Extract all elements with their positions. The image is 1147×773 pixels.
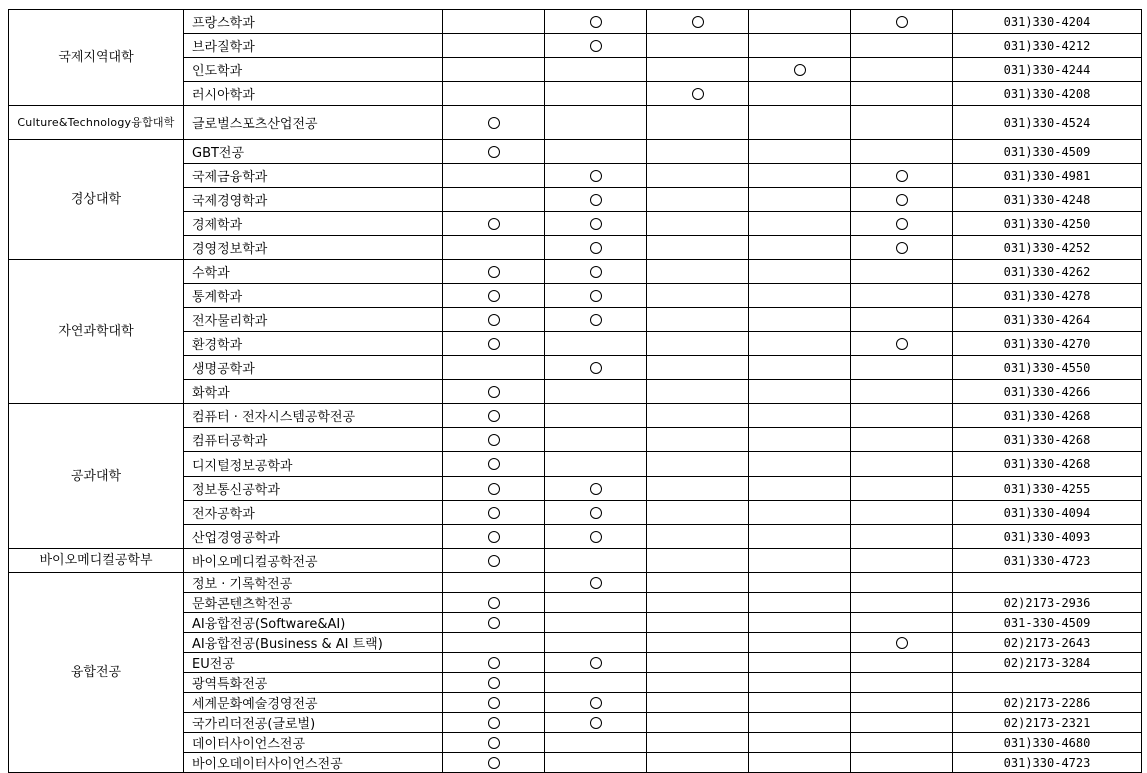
circle-mark-icon [488,410,500,422]
phone-cell: 031)330-4266 [953,380,1142,404]
mark-cell [749,733,851,753]
mark-cell [851,693,953,713]
mark-cell [443,82,545,106]
phone-cell: 031-330-4509 [953,613,1142,633]
circle-mark-icon [590,40,602,52]
phone-cell: 031)330-4723 [953,549,1142,573]
circle-mark-icon [590,483,602,495]
table-row [9,573,1142,593]
mark-cell [443,212,545,236]
department-cell: 인도학과 [184,58,443,82]
mark-cell [545,428,647,452]
department-cell: 컴퓨터 · 전자시스템공학전공 [184,404,443,428]
circle-mark-icon [590,697,602,709]
college-cell: 공과대학 [9,404,184,549]
mark-cell [647,106,749,140]
circle-mark-icon [590,266,602,278]
mark-cell [443,284,545,308]
mark-cell [545,188,647,212]
circle-mark-icon [590,16,602,28]
mark-cell [443,613,545,633]
mark-cell [749,693,851,713]
college-cell: 자연과학대학 [9,260,184,404]
mark-cell [443,549,545,573]
mark-cell [749,404,851,428]
circle-mark-icon [590,531,602,543]
mark-cell [851,58,953,82]
mark-cell [647,332,749,356]
mark-cell [545,593,647,613]
mark-cell [443,58,545,82]
circle-mark-icon [488,290,500,302]
mark-cell [545,212,647,236]
mark-cell [851,713,953,733]
circle-mark-icon [896,338,908,350]
mark-cell [851,525,953,549]
phone-cell [953,573,1142,593]
mark-cell [443,404,545,428]
department-cell: 정보 · 기록학전공 [184,573,443,593]
mark-cell [443,308,545,332]
mark-cell [647,501,749,525]
college-cell: 국제지역대학 [9,10,184,106]
circle-mark-icon [488,677,500,689]
mark-cell [647,10,749,34]
mark-cell [545,713,647,733]
department-cell: 국제금융학과 [184,164,443,188]
mark-cell [851,34,953,58]
phone-cell: 031)330-4204 [953,10,1142,34]
department-cell: 바이오데이터사이언스전공 [184,753,443,773]
circle-mark-icon [488,458,500,470]
circle-mark-icon [488,757,500,769]
phone-cell: 031)330-4268 [953,404,1142,428]
phone-cell: 031)330-4270 [953,332,1142,356]
phone-cell: 031)330-4244 [953,58,1142,82]
phone-cell: 031)330-4093 [953,525,1142,549]
mark-cell [851,140,953,164]
mark-cell [443,501,545,525]
department-cell: 화학과 [184,380,443,404]
mark-cell [647,753,749,773]
department-cell: 수학과 [184,260,443,284]
department-cell: 경영정보학과 [184,236,443,260]
department-cell: 글로벌스포츠산업전공 [184,106,443,140]
mark-cell [647,58,749,82]
mark-cell [851,753,953,773]
phone-cell: 02)2173-2643 [953,633,1142,653]
phone-cell: 031)330-4264 [953,308,1142,332]
circle-mark-icon [488,117,500,129]
phone-cell: 031)330-4268 [953,452,1142,477]
department-cell: 러시아학과 [184,82,443,106]
mark-cell [851,573,953,593]
mark-cell [443,593,545,613]
mark-cell [749,308,851,332]
college-cell: Culture&Technology융합대학 [9,106,184,140]
department-cell: EU전공 [184,653,443,673]
circle-mark-icon [488,218,500,230]
table-row [9,140,1142,164]
department-cell: AI융합전공(Software&AI) [184,613,443,633]
mark-cell [545,404,647,428]
phone-cell: 031)330-4509 [953,140,1142,164]
mark-cell [443,10,545,34]
mark-cell [851,188,953,212]
circle-mark-icon [488,617,500,629]
mark-cell [749,58,851,82]
circle-mark-icon [488,597,500,609]
circle-mark-icon [488,657,500,669]
mark-cell [647,733,749,753]
phone-cell: 031)330-4680 [953,733,1142,753]
mark-cell [647,452,749,477]
mark-cell [647,613,749,633]
mark-cell [647,260,749,284]
phone-cell: 031)330-4255 [953,477,1142,501]
mark-cell [545,308,647,332]
circle-mark-icon [488,338,500,350]
college-cell: 융합전공 [9,573,184,773]
mark-cell [545,501,647,525]
mark-cell [749,212,851,236]
mark-cell [749,549,851,573]
mark-cell [545,633,647,653]
mark-cell [851,10,953,34]
circle-mark-icon [692,88,704,100]
mark-cell [443,673,545,693]
circle-mark-icon [590,194,602,206]
mark-cell [545,693,647,713]
phone-cell: 031)330-4208 [953,82,1142,106]
circle-mark-icon [488,507,500,519]
mark-cell [545,753,647,773]
circle-mark-icon [896,637,908,649]
mark-cell [851,82,953,106]
circle-mark-icon [590,657,602,669]
phone-cell: 031)330-4212 [953,34,1142,58]
mark-cell [443,477,545,501]
mark-cell [851,164,953,188]
mark-cell [749,82,851,106]
department-cell: 생명공학과 [184,356,443,380]
circle-mark-icon [794,64,806,76]
mark-cell [545,106,647,140]
circle-mark-icon [488,483,500,495]
mark-cell [545,164,647,188]
circle-mark-icon [590,242,602,254]
mark-cell [749,260,851,284]
mark-cell [545,260,647,284]
phone-cell: 02)2173-3284 [953,653,1142,673]
mark-cell [647,212,749,236]
mark-cell [647,308,749,332]
phone-cell: 031)330-4723 [953,753,1142,773]
mark-cell [545,82,647,106]
mark-cell [851,212,953,236]
mark-cell [647,164,749,188]
mark-cell [749,164,851,188]
circle-mark-icon [488,737,500,749]
department-cell: 문화콘텐츠학전공 [184,593,443,613]
department-cell: 프랑스학과 [184,10,443,34]
mark-cell [851,593,953,613]
department-cell: 산업경영공학과 [184,525,443,549]
table-row [9,260,1142,284]
mark-cell [647,236,749,260]
mark-cell [851,332,953,356]
mark-cell [749,10,851,34]
mark-cell [749,140,851,164]
department-cell: 바이오메디컬공학전공 [184,549,443,573]
department-cell: 디지털정보공학과 [184,452,443,477]
mark-cell [647,34,749,58]
table-body [9,10,1142,773]
phone-cell: 031)330-4248 [953,188,1142,212]
circle-mark-icon [896,194,908,206]
department-cell: 전자물리학과 [184,308,443,332]
circle-mark-icon [896,242,908,254]
mark-cell [545,284,647,308]
mark-cell [749,633,851,653]
mark-cell [749,428,851,452]
department-cell: 국가리더전공(글로벌) [184,713,443,733]
circle-mark-icon [590,290,602,302]
mark-cell [545,673,647,693]
department-cell: 국제경영학과 [184,188,443,212]
mark-cell [749,452,851,477]
mark-cell [647,693,749,713]
mark-cell [647,188,749,212]
mark-cell [749,525,851,549]
mark-cell [647,477,749,501]
circle-mark-icon [590,362,602,374]
circle-mark-icon [590,314,602,326]
mark-cell [443,693,545,713]
department-cell: 환경학과 [184,332,443,356]
department-cell: 경제학과 [184,212,443,236]
mark-cell [647,593,749,613]
mark-cell [647,653,749,673]
mark-cell [545,380,647,404]
mark-cell [851,633,953,653]
mark-cell [749,477,851,501]
college-cell: 경상대학 [9,140,184,260]
mark-cell [443,106,545,140]
mark-cell [851,404,953,428]
mark-cell [851,380,953,404]
circle-mark-icon [488,555,500,567]
mark-cell [647,404,749,428]
phone-cell: 031)330-4094 [953,501,1142,525]
department-table [8,9,1142,773]
mark-cell [749,501,851,525]
circle-mark-icon [488,314,500,326]
table-row [9,106,1142,140]
mark-cell [749,380,851,404]
circle-mark-icon [488,146,500,158]
mark-cell [443,428,545,452]
mark-cell [851,106,953,140]
mark-cell [749,593,851,613]
circle-mark-icon [488,717,500,729]
circle-mark-icon [896,16,908,28]
circle-mark-icon [692,16,704,28]
mark-cell [443,733,545,753]
circle-mark-icon [896,218,908,230]
phone-cell: 031)330-4268 [953,428,1142,452]
mark-cell [443,525,545,549]
mark-cell [647,713,749,733]
mark-cell [851,733,953,753]
mark-cell [443,452,545,477]
mark-cell [443,332,545,356]
mark-cell [749,713,851,733]
mark-cell [749,573,851,593]
department-cell: 데이터사이언스전공 [184,733,443,753]
mark-cell [443,140,545,164]
mark-cell [851,501,953,525]
mark-cell [851,653,953,673]
mark-cell [647,284,749,308]
mark-cell [851,236,953,260]
department-cell: 통계학과 [184,284,443,308]
mark-cell [443,633,545,653]
table-row [9,10,1142,34]
mark-cell [647,573,749,593]
mark-cell [443,34,545,58]
department-cell: 세계문화예술경영전공 [184,693,443,713]
department-cell: AI융합전공(Business & AI 트랙) [184,633,443,653]
mark-cell [647,633,749,653]
mark-cell [545,573,647,593]
mark-cell [545,140,647,164]
mark-cell [545,733,647,753]
mark-cell [443,236,545,260]
mark-cell [647,673,749,693]
department-cell: 전자공학과 [184,501,443,525]
mark-cell [443,356,545,380]
mark-cell [647,525,749,549]
circle-mark-icon [590,717,602,729]
mark-cell [443,188,545,212]
mark-cell [647,140,749,164]
mark-cell [749,332,851,356]
circle-mark-icon [488,434,500,446]
mark-cell [545,34,647,58]
mark-cell [647,380,749,404]
circle-mark-icon [590,170,602,182]
phone-cell: 031)330-4550 [953,356,1142,380]
mark-cell [443,260,545,284]
circle-mark-icon [488,266,500,278]
mark-cell [749,356,851,380]
circle-mark-icon [590,577,602,589]
mark-cell [443,713,545,733]
mark-cell [851,613,953,633]
department-cell: 컴퓨터공학과 [184,428,443,452]
mark-cell [647,549,749,573]
mark-cell [749,106,851,140]
phone-cell: 031)330-4524 [953,106,1142,140]
circle-mark-icon [590,507,602,519]
mark-cell [647,428,749,452]
mark-cell [443,380,545,404]
phone-cell: 031)330-4252 [953,236,1142,260]
mark-cell [443,164,545,188]
mark-cell [749,34,851,58]
mark-cell [851,284,953,308]
mark-cell [647,356,749,380]
department-cell: 정보통신공학과 [184,477,443,501]
phone-cell [953,673,1142,693]
mark-cell [545,58,647,82]
mark-cell [851,673,953,693]
table-row [9,404,1142,428]
mark-cell [851,477,953,501]
mark-cell [443,653,545,673]
circle-mark-icon [488,531,500,543]
mark-cell [545,356,647,380]
department-cell: 광역특화전공 [184,673,443,693]
mark-cell [443,573,545,593]
mark-cell [851,356,953,380]
mark-cell [545,653,647,673]
mark-cell [749,673,851,693]
circle-mark-icon [896,170,908,182]
phone-cell: 031)330-4250 [953,212,1142,236]
mark-cell [545,477,647,501]
phone-cell: 02)2173-2936 [953,593,1142,613]
mark-cell [851,308,953,332]
mark-cell [749,653,851,673]
mark-cell [545,10,647,34]
college-cell: 바이오메디컬공학부 [9,549,184,573]
mark-cell [647,82,749,106]
mark-cell [545,452,647,477]
mark-cell [545,236,647,260]
table-row [9,549,1142,573]
phone-cell: 031)330-4262 [953,260,1142,284]
mark-cell [851,452,953,477]
mark-cell [545,525,647,549]
department-cell: GBT전공 [184,140,443,164]
circle-mark-icon [488,386,500,398]
mark-cell [545,613,647,633]
mark-cell [851,549,953,573]
circle-mark-icon [488,697,500,709]
mark-cell [749,613,851,633]
mark-cell [749,284,851,308]
phone-cell: 031)330-4981 [953,164,1142,188]
circle-mark-icon [590,218,602,230]
phone-cell: 02)2173-2286 [953,693,1142,713]
mark-cell [749,188,851,212]
mark-cell [851,428,953,452]
phone-cell: 031)330-4278 [953,284,1142,308]
mark-cell [545,332,647,356]
mark-cell [443,753,545,773]
mark-cell [851,260,953,284]
phone-cell: 02)2173-2321 [953,713,1142,733]
mark-cell [749,236,851,260]
mark-cell [749,753,851,773]
mark-cell [545,549,647,573]
department-cell: 브라질학과 [184,34,443,58]
